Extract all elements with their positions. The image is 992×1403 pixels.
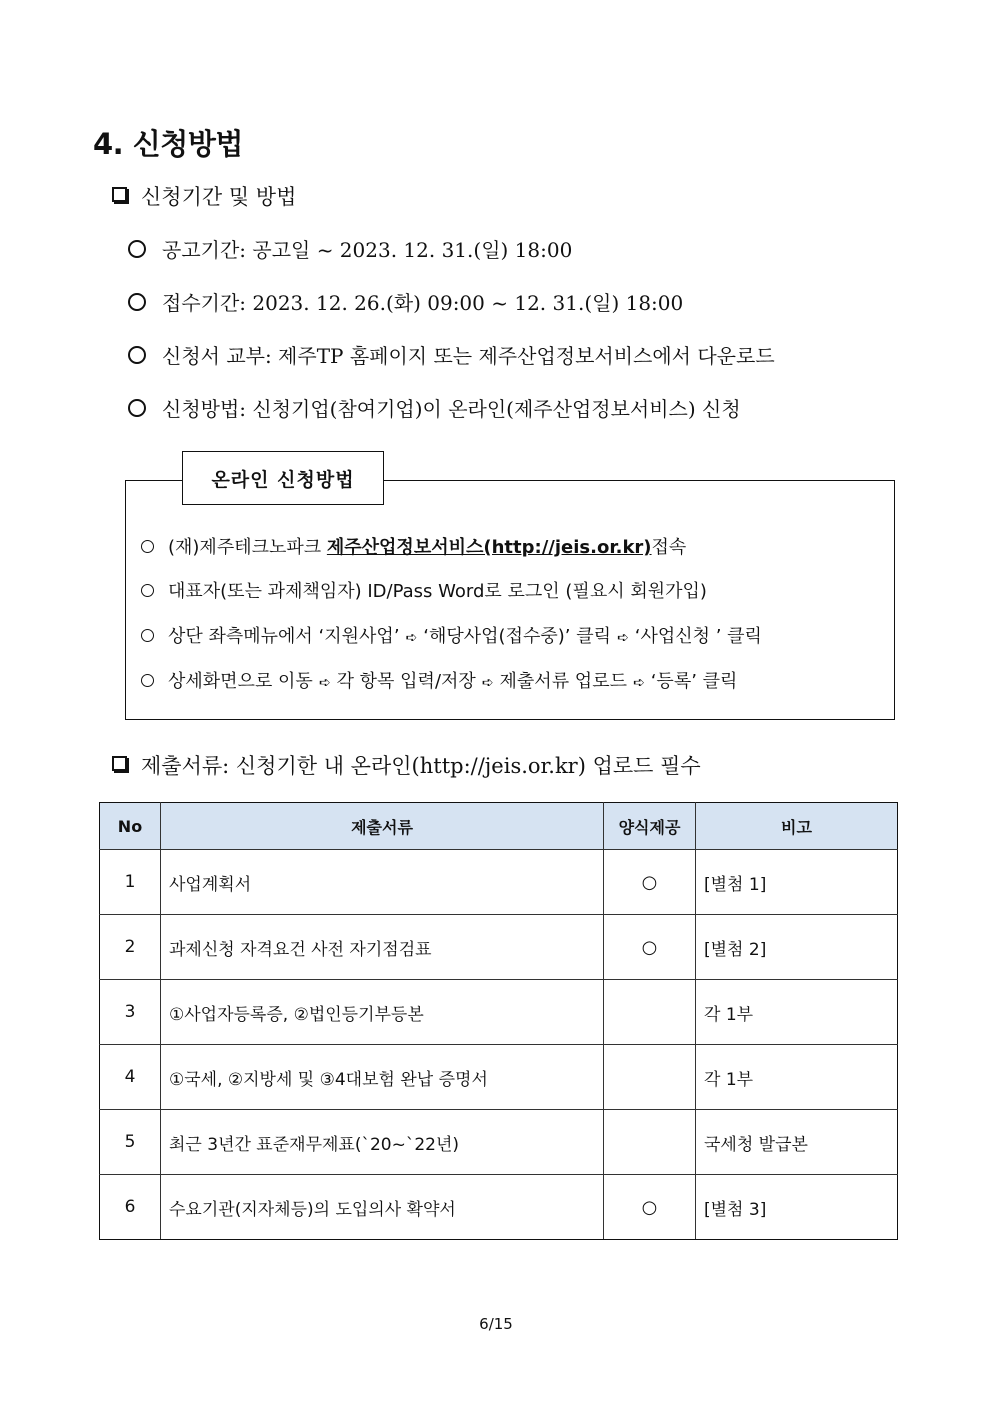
- page-number: 6/15: [479, 1315, 513, 1333]
- table-row: [100, 1110, 898, 1175]
- section-title: 4. 신청방법: [93, 127, 243, 161]
- online-item-text: 대표자(또는 과제책임자) ID/Pass Word로 로그인 (필요시 회원가입): [168, 581, 707, 602]
- step-text: 상단 좌측메뉴에서 ‘지원사업’: [168, 626, 400, 647]
- header-doc: 제출서류: [161, 803, 604, 850]
- cell-note: 각 1부: [696, 1045, 898, 1110]
- circle-bullet-icon: [141, 674, 154, 687]
- cell-no: 1: [100, 850, 161, 915]
- jeis-link[interactable]: 제주산업정보서비스(http://jeis.or.kr): [326, 537, 652, 558]
- table-row: [100, 1175, 898, 1240]
- circle-bullet-icon: [141, 540, 154, 553]
- docs-heading: [112, 750, 701, 780]
- cell-doc: 수요기관(지자체등)의 도입의사 확약서: [161, 1175, 604, 1240]
- online-item: [141, 533, 686, 559]
- cell-no: 4: [100, 1045, 161, 1110]
- arrow-right-icon: ➪: [481, 675, 494, 691]
- table-header-row: [100, 803, 898, 850]
- arrow-right-icon: ➪: [318, 675, 331, 691]
- cell-doc: 사업계획서: [161, 850, 604, 915]
- period-item-text: 신청방법: 신청기업(참여기업)이 온라인(제주산업정보서비스) 신청: [162, 397, 741, 421]
- table-row: [100, 980, 898, 1045]
- step-text: 제출서류 업로드: [499, 671, 627, 692]
- period-heading: [112, 181, 296, 211]
- period-item: [128, 393, 741, 422]
- circle-bullet-icon: [128, 346, 146, 364]
- table-row: [100, 915, 898, 980]
- cell-note: [별첨 3]: [696, 1175, 898, 1240]
- table-row: [100, 850, 898, 915]
- period-item-text: 접수기간: 2023. 12. 26.(화) 09:00 ~ 12. 31.(일) 18:00: [162, 291, 684, 315]
- circle-bullet-icon: [141, 584, 154, 597]
- header-form: 양식제공: [604, 803, 696, 850]
- cell-doc: 과제신청 자격요건 사전 자기점검표: [161, 915, 604, 980]
- circle-bullet-icon: [128, 240, 146, 258]
- header-no: No: [100, 803, 161, 850]
- step-text: ‘등록’ 클릭: [650, 671, 738, 692]
- step-text: 각 항목 입력/저장: [336, 671, 476, 692]
- period-heading-label: 신청기간 및 방법: [141, 185, 297, 209]
- arrow-right-icon: ➪: [632, 675, 645, 691]
- cell-form: ○: [604, 1175, 696, 1240]
- cell-form: [604, 1110, 696, 1175]
- cell-form: [604, 1045, 696, 1110]
- cell-doc: 최근 3년간 표준재무제표(`20~`22년): [161, 1110, 604, 1175]
- period-item-text: 공고기간: 공고일 ~ 2023. 12. 31.(일) 18:00: [162, 238, 573, 262]
- online-item-text: 접속: [651, 537, 687, 558]
- square-bullet-icon: [112, 187, 127, 202]
- header-note: 비고: [696, 803, 898, 850]
- cell-doc: ①국세, ②지방세 및 ③4대보험 완납 증명서: [161, 1045, 604, 1110]
- online-item: [141, 667, 737, 693]
- table-row: [100, 1045, 898, 1110]
- cell-note: 각 1부: [696, 980, 898, 1045]
- online-item: [141, 577, 707, 603]
- step-text: ‘사업신청 ’ 클릭: [634, 626, 762, 647]
- period-item: [128, 287, 683, 316]
- arrow-right-icon: ➪: [405, 630, 418, 646]
- cell-note: 국세청 발급본: [696, 1110, 898, 1175]
- submission-docs-table: [99, 802, 898, 1240]
- period-item: [128, 340, 775, 369]
- docs-heading-label: 제출서류: 신청기한 내 온라인(http://jeis.or.kr) 업로드 필수: [141, 754, 701, 778]
- online-item-text: (재)제주테크노파크: [168, 537, 327, 558]
- cell-no: 6: [100, 1175, 161, 1240]
- cell-note: [별첨 2]: [696, 915, 898, 980]
- cell-form: ○: [604, 915, 696, 980]
- circle-bullet-icon: [128, 293, 146, 311]
- square-bullet-icon: [112, 756, 127, 771]
- circle-bullet-icon: [141, 629, 154, 642]
- period-item: [128, 234, 572, 263]
- step-text: 상세화면으로 이동: [168, 671, 313, 692]
- online-method-title: 온라인 신청방법: [182, 451, 384, 505]
- step-text: ‘해당사업(접수중)’ 클릭: [423, 626, 611, 647]
- period-item-text: 신청서 교부: 제주TP 홈페이지 또는 제주산업정보서비스에서 다운로드: [162, 344, 775, 368]
- cell-note: [별첨 1]: [696, 850, 898, 915]
- cell-form: [604, 980, 696, 1045]
- cell-no: 5: [100, 1110, 161, 1175]
- circle-bullet-icon: [128, 399, 146, 417]
- arrow-right-icon: ➪: [616, 630, 629, 646]
- cell-no: 2: [100, 915, 161, 980]
- cell-no: 3: [100, 980, 161, 1045]
- online-item: [141, 622, 762, 648]
- cell-form: ○: [604, 850, 696, 915]
- cell-doc: ①사업자등록증, ②법인등기부등본: [161, 980, 604, 1045]
